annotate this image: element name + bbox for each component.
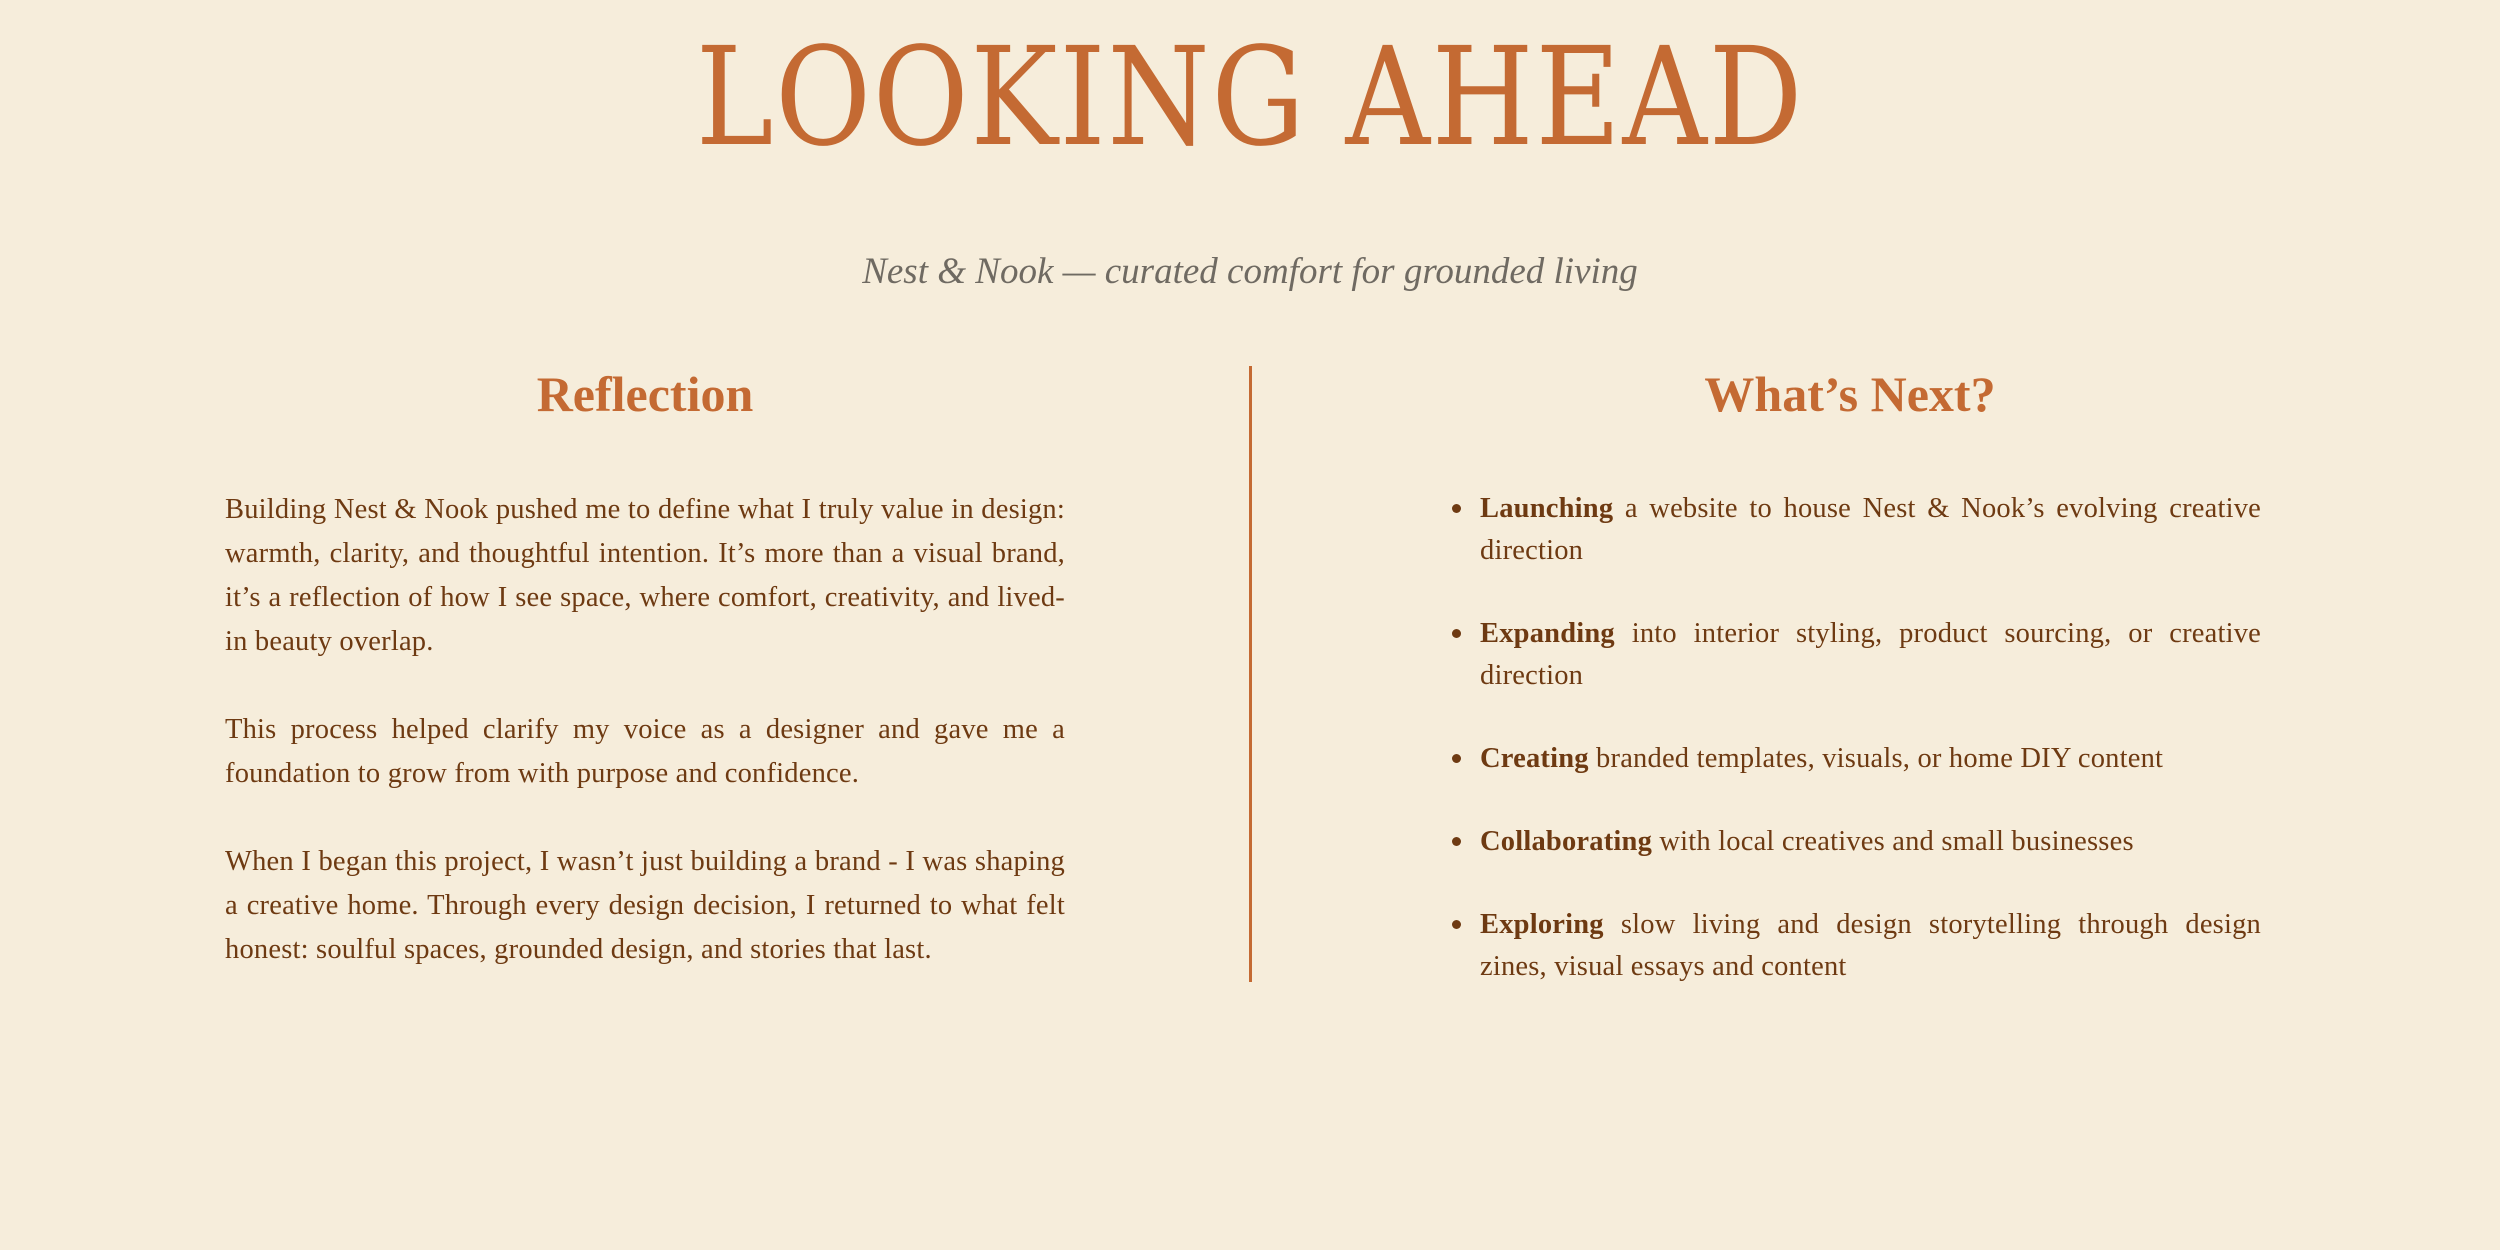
reflection-paragraph: When I began this project, I wasn’t just building a brand - I was shaping a creative home. Through every design decision, I returned to what felt honest: soulful spaces, grounded design, and stories that last. — [225, 846, 1065, 965]
list-item — [1450, 738, 2261, 780]
whats-next-section — [1450, 488, 2261, 1029]
list-item — [1450, 613, 2261, 697]
list-item-text: a website to house Nest & Nook’s evolving creative direction — [1480, 493, 2261, 566]
reflection-paragraph: Building Nest & Nook pushed me to define what I truly value in design: warmth, clarity, and thoughtful intention. It’s more than a visual brand, it’s a reflection of how I see space, where comfort, creativity, and lived-in beauty overlap. — [225, 494, 1065, 657]
page-title: LOOKING AHEAD — [695, 19, 1805, 177]
list-item — [1450, 821, 2261, 863]
list-item-lead: Creating — [1480, 743, 1589, 774]
whats-next-list — [1450, 488, 2261, 988]
list-item-lead: Exploring — [1480, 909, 1604, 940]
list-item — [1450, 488, 2261, 572]
column-divider — [1249, 366, 1252, 982]
reflection-paragraph: This process helped clarify my voice as a designer and gave me a foundation to grow from with purpose and confidence. — [225, 714, 1065, 789]
list-item — [1450, 904, 2261, 988]
list-item-text: with local creatives and small businesses — [1652, 826, 2134, 857]
list-item-text: slow living and design storytelling through design zines, visual essays and content — [1480, 909, 2261, 982]
bullet-icon — [1452, 920, 1461, 929]
list-item-lead: Launching — [1480, 493, 1614, 524]
reflection-section — [225, 488, 1065, 1016]
list-item-lead: Collaborating — [1480, 826, 1653, 857]
list-item-lead: Expanding — [1480, 618, 1615, 649]
whats-next-heading: What’s Next? — [1704, 366, 1996, 422]
bullet-icon — [1452, 629, 1461, 638]
bullet-icon — [1452, 504, 1461, 513]
list-item-text: branded templates, visuals, or home DIY content — [1588, 743, 2164, 774]
list-item-text: into interior styling, product sourcing, or creative direction — [1480, 618, 2261, 691]
bullet-icon — [1452, 837, 1461, 846]
bullet-icon — [1452, 754, 1461, 763]
reflection-heading: Reflection — [536, 366, 754, 422]
page-subtitle: Nest & Nook — curated comfort for grounded living — [862, 251, 1638, 292]
